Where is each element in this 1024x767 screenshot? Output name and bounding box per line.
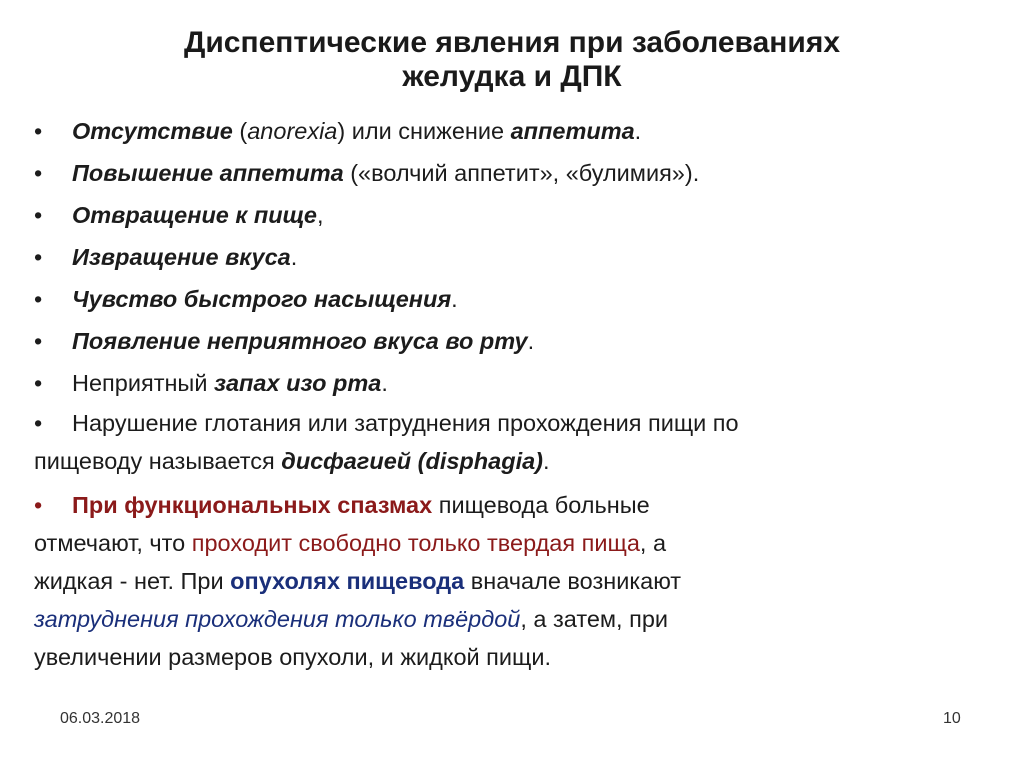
bullet-icon: •: [34, 370, 43, 396]
title-line-1: Диспептические явления при заболеваниях: [183, 26, 841, 59]
bullet-icon: •: [34, 328, 43, 354]
bullet-icon: •: [34, 410, 43, 436]
footer-date: 06.03.2018: [60, 710, 141, 727]
bullet-list: [34, 110, 984, 676]
title-line-2: желудка и ДПК: [402, 60, 622, 93]
list-item-8: • Нарушение глотания или затруднения прохождения пищи по пищеводу называется дисфагией (disphagia).: [34, 404, 984, 480]
list-item-9: • При функциональных спазмах пищевода больные отмечают, что проходит свободно только твердая пища, а жидкая - нет. При опухолях пищевода вначале возникают затруднения прохождения только твёрдой, а затем, при увеличении размеров опухоли, и жидкой пищи.: [34, 486, 984, 676]
list-item-6: • Появление неприятного вкуса во рту.: [34, 320, 984, 362]
bullet-icon: •: [34, 202, 43, 228]
list-item-4: • Извращение вкуса.: [34, 236, 984, 278]
bullet-icon: •: [34, 244, 43, 270]
bullet-icon: •: [34, 118, 43, 144]
bullet-icon: •: [34, 492, 43, 518]
slide-title: [60, 26, 964, 94]
bullet-icon: •: [34, 286, 43, 312]
list-item-5: • Чувство быстрого насыщения.: [34, 278, 984, 320]
page-number: 10: [943, 710, 961, 727]
list-item-2: • Повышение аппетита («волчий аппетит», «булимия»).: [34, 152, 984, 194]
bullet-icon: •: [34, 160, 43, 186]
list-item-3: • Отвращение к пище,: [34, 194, 984, 236]
list-item-1: • Отсутствие (anorexia) или снижение аппетита.: [34, 110, 984, 152]
list-item-7: • Неприятный запах изо рта.: [34, 362, 984, 404]
